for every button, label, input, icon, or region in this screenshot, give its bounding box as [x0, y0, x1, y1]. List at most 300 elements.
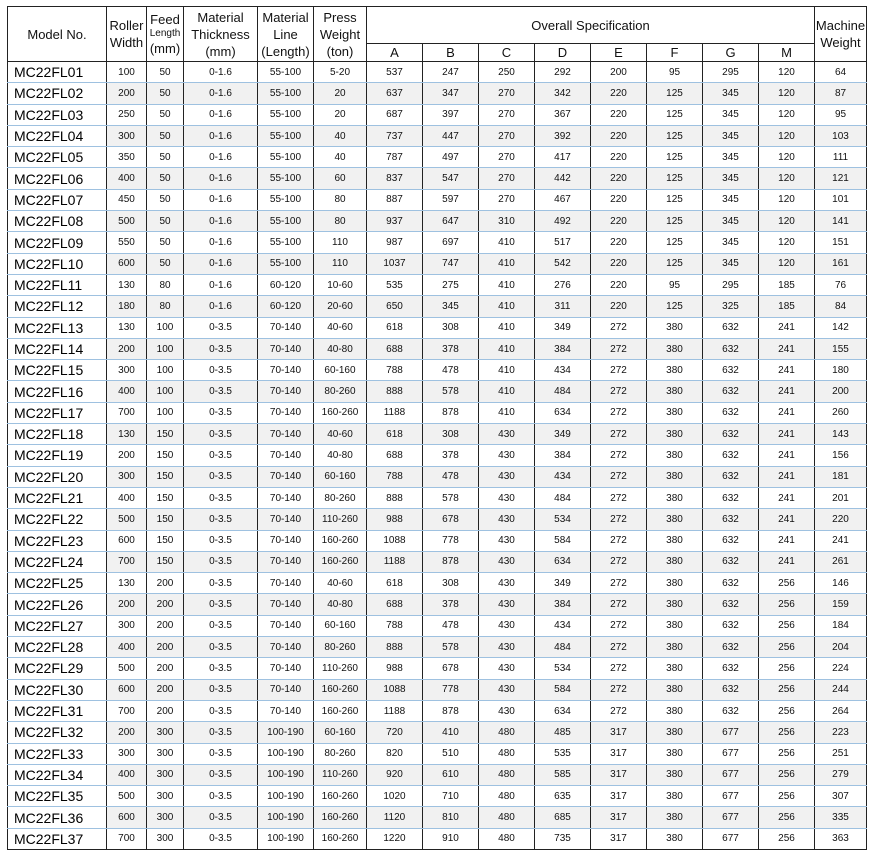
cell-spec-c: 480	[479, 743, 535, 764]
cell-spec-f: 380	[647, 615, 703, 636]
cell-spec-f: 380	[647, 807, 703, 828]
cell-spec-a: 687	[367, 104, 423, 125]
cell-roller-width: 200	[107, 722, 147, 743]
cell-machine-weight: 161	[815, 253, 867, 274]
cell-spec-d: 634	[535, 402, 591, 423]
cell-material-line: 70-140	[258, 402, 314, 423]
cell-spec-m: 241	[759, 360, 815, 381]
header-machine-weight: Machine Weight	[815, 7, 867, 62]
cell-feed: 200	[147, 573, 184, 594]
cell-material-thickness: 0-3.5	[184, 658, 258, 679]
cell-material-line: 100-190	[258, 786, 314, 807]
cell-material-line: 100-190	[258, 828, 314, 849]
table-row	[8, 573, 867, 594]
cell-material-thickness: 0-3.5	[184, 764, 258, 785]
cell-machine-weight: 155	[815, 338, 867, 359]
table-row	[8, 679, 867, 700]
cell-spec-f: 380	[647, 828, 703, 849]
cell-spec-g: 632	[703, 424, 759, 445]
cell-material-line: 70-140	[258, 424, 314, 445]
cell-spec-e: 272	[591, 381, 647, 402]
header-feed-length: Length	[149, 28, 181, 39]
cell-model: MC22FL05	[8, 147, 107, 168]
cell-spec-e: 220	[591, 147, 647, 168]
cell-press-weight: 20	[314, 83, 367, 104]
cell-spec-e: 220	[591, 253, 647, 274]
table-row	[8, 360, 867, 381]
cell-model: MC22FL36	[8, 807, 107, 828]
cell-spec-a: 1020	[367, 786, 423, 807]
cell-spec-e: 272	[591, 445, 647, 466]
cell-press-weight: 40-80	[314, 338, 367, 359]
cell-spec-f: 380	[647, 445, 703, 466]
cell-spec-f: 125	[647, 189, 703, 210]
cell-spec-e: 272	[591, 487, 647, 508]
cell-roller-width: 180	[107, 296, 147, 317]
cell-spec-b: 510	[423, 743, 479, 764]
cell-spec-e: 272	[591, 466, 647, 487]
cell-spec-f: 380	[647, 679, 703, 700]
cell-spec-f: 380	[647, 594, 703, 615]
cell-spec-d: 634	[535, 551, 591, 572]
cell-spec-b: 478	[423, 360, 479, 381]
cell-spec-f: 380	[647, 466, 703, 487]
cell-spec-a: 920	[367, 764, 423, 785]
cell-spec-b: 397	[423, 104, 479, 125]
cell-spec-d: 349	[535, 317, 591, 338]
cell-spec-c: 480	[479, 722, 535, 743]
cell-model: MC22FL25	[8, 573, 107, 594]
cell-spec-g: 345	[703, 232, 759, 253]
cell-material-line: 70-140	[258, 360, 314, 381]
cell-press-weight: 40-60	[314, 424, 367, 445]
cell-material-line: 100-190	[258, 764, 314, 785]
cell-spec-e: 317	[591, 764, 647, 785]
cell-feed: 200	[147, 615, 184, 636]
cell-material-line: 70-140	[258, 530, 314, 551]
table-row	[8, 828, 867, 849]
cell-roller-width: 300	[107, 125, 147, 146]
cell-feed: 50	[147, 211, 184, 232]
cell-material-thickness: 0-1.6	[184, 274, 258, 295]
cell-press-weight: 40	[314, 125, 367, 146]
cell-feed: 300	[147, 743, 184, 764]
cell-press-weight: 110-260	[314, 509, 367, 530]
cell-model: MC22FL26	[8, 594, 107, 615]
cell-model: MC22FL23	[8, 530, 107, 551]
table-row	[8, 402, 867, 423]
cell-feed: 300	[147, 722, 184, 743]
cell-press-weight: 40-80	[314, 594, 367, 615]
table-row	[8, 700, 867, 721]
cell-model: MC22FL37	[8, 828, 107, 849]
cell-feed: 300	[147, 828, 184, 849]
cell-spec-d: 484	[535, 487, 591, 508]
cell-material-line: 70-140	[258, 615, 314, 636]
header-feed-label: Feed	[150, 12, 180, 27]
cell-spec-m: 256	[759, 786, 815, 807]
table-row	[8, 125, 867, 146]
cell-spec-g: 632	[703, 445, 759, 466]
cell-roller-width: 300	[107, 743, 147, 764]
cell-spec-c: 410	[479, 274, 535, 295]
cell-material-line: 55-100	[258, 62, 314, 83]
cell-material-thickness: 0-3.5	[184, 487, 258, 508]
cell-spec-b: 578	[423, 637, 479, 658]
cell-roller-width: 200	[107, 445, 147, 466]
cell-material-line: 70-140	[258, 466, 314, 487]
cell-roller-width: 130	[107, 317, 147, 338]
cell-spec-d: 584	[535, 530, 591, 551]
cell-machine-weight: 260	[815, 402, 867, 423]
cell-machine-weight: 223	[815, 722, 867, 743]
cell-spec-f: 380	[647, 722, 703, 743]
cell-spec-g: 632	[703, 573, 759, 594]
cell-model: MC22FL21	[8, 487, 107, 508]
cell-model: MC22FL20	[8, 466, 107, 487]
cell-feed: 100	[147, 338, 184, 359]
cell-spec-e: 220	[591, 189, 647, 210]
cell-spec-e: 220	[591, 125, 647, 146]
cell-spec-m: 256	[759, 679, 815, 700]
cell-spec-d: 492	[535, 211, 591, 232]
cell-material-line: 55-100	[258, 189, 314, 210]
cell-feed: 200	[147, 658, 184, 679]
cell-spec-c: 430	[479, 551, 535, 572]
table-row	[8, 551, 867, 572]
cell-spec-e: 272	[591, 424, 647, 445]
cell-spec-e: 272	[591, 700, 647, 721]
cell-model: MC22FL29	[8, 658, 107, 679]
cell-roller-width: 300	[107, 466, 147, 487]
cell-press-weight: 20	[314, 104, 367, 125]
cell-spec-a: 888	[367, 637, 423, 658]
cell-spec-d: 434	[535, 466, 591, 487]
cell-feed: 100	[147, 381, 184, 402]
cell-spec-m: 241	[759, 317, 815, 338]
cell-spec-m: 241	[759, 381, 815, 402]
cell-material-thickness: 0-3.5	[184, 786, 258, 807]
cell-spec-a: 1120	[367, 807, 423, 828]
cell-spec-a: 787	[367, 147, 423, 168]
cell-roller-width: 400	[107, 637, 147, 658]
cell-machine-weight: 251	[815, 743, 867, 764]
cell-material-line: 60-120	[258, 296, 314, 317]
header-spec-d: D	[535, 44, 591, 62]
cell-spec-c: 410	[479, 317, 535, 338]
table-row	[8, 722, 867, 743]
cell-spec-b: 778	[423, 679, 479, 700]
cell-model: MC22FL11	[8, 274, 107, 295]
cell-spec-d: 434	[535, 615, 591, 636]
cell-model: MC22FL28	[8, 637, 107, 658]
cell-spec-m: 241	[759, 445, 815, 466]
cell-spec-g: 345	[703, 83, 759, 104]
cell-spec-d: 384	[535, 594, 591, 615]
cell-roller-width: 600	[107, 530, 147, 551]
cell-machine-weight: 143	[815, 424, 867, 445]
cell-spec-m: 120	[759, 232, 815, 253]
cell-spec-e: 220	[591, 211, 647, 232]
cell-roller-width: 700	[107, 828, 147, 849]
cell-spec-a: 688	[367, 594, 423, 615]
cell-roller-width: 700	[107, 551, 147, 572]
cell-material-line: 55-100	[258, 232, 314, 253]
cell-press-weight: 160-260	[314, 530, 367, 551]
cell-spec-g: 632	[703, 487, 759, 508]
cell-model: MC22FL31	[8, 700, 107, 721]
table-row	[8, 615, 867, 636]
cell-spec-d: 342	[535, 83, 591, 104]
cell-material-thickness: 0-1.6	[184, 125, 258, 146]
cell-feed: 300	[147, 764, 184, 785]
cell-spec-d: 634	[535, 700, 591, 721]
cell-model: MC22FL10	[8, 253, 107, 274]
cell-spec-g: 677	[703, 828, 759, 849]
cell-material-line: 100-190	[258, 743, 314, 764]
cell-machine-weight: 87	[815, 83, 867, 104]
cell-material-thickness: 0-3.5	[184, 445, 258, 466]
cell-spec-b: 610	[423, 764, 479, 785]
cell-material-line: 70-140	[258, 338, 314, 359]
cell-press-weight: 80-260	[314, 381, 367, 402]
cell-feed: 150	[147, 530, 184, 551]
cell-press-weight: 60-160	[314, 466, 367, 487]
cell-spec-d: 635	[535, 786, 591, 807]
cell-spec-g: 345	[703, 253, 759, 274]
cell-press-weight: 60	[314, 168, 367, 189]
cell-press-weight: 60-160	[314, 722, 367, 743]
cell-machine-weight: 200	[815, 381, 867, 402]
cell-feed: 50	[147, 104, 184, 125]
cell-machine-weight: 101	[815, 189, 867, 210]
cell-machine-weight: 156	[815, 445, 867, 466]
cell-press-weight: 160-260	[314, 786, 367, 807]
cell-material-line: 70-140	[258, 509, 314, 530]
cell-material-thickness: 0-1.6	[184, 104, 258, 125]
table-row	[8, 168, 867, 189]
cell-spec-b: 378	[423, 594, 479, 615]
cell-spec-e: 317	[591, 807, 647, 828]
cell-spec-d: 384	[535, 338, 591, 359]
cell-material-line: 55-100	[258, 125, 314, 146]
cell-spec-b: 308	[423, 424, 479, 445]
cell-spec-f: 380	[647, 424, 703, 445]
cell-spec-c: 430	[479, 487, 535, 508]
table-row	[8, 147, 867, 168]
cell-machine-weight: 220	[815, 509, 867, 530]
cell-press-weight: 160-260	[314, 551, 367, 572]
cell-spec-b: 478	[423, 615, 479, 636]
cell-spec-a: 535	[367, 274, 423, 295]
cell-feed: 150	[147, 424, 184, 445]
cell-spec-c: 430	[479, 700, 535, 721]
cell-feed: 100	[147, 317, 184, 338]
cell-material-thickness: 0-3.5	[184, 828, 258, 849]
cell-spec-d: 585	[535, 764, 591, 785]
cell-spec-m: 256	[759, 764, 815, 785]
cell-spec-e: 220	[591, 104, 647, 125]
cell-material-line: 55-100	[258, 83, 314, 104]
table-row	[8, 445, 867, 466]
cell-machine-weight: 279	[815, 764, 867, 785]
cell-machine-weight: 201	[815, 487, 867, 508]
cell-spec-e: 272	[591, 509, 647, 530]
cell-spec-a: 1188	[367, 402, 423, 423]
cell-material-thickness: 0-3.5	[184, 338, 258, 359]
cell-feed: 150	[147, 487, 184, 508]
cell-spec-d: 535	[535, 743, 591, 764]
cell-spec-c: 410	[479, 360, 535, 381]
cell-spec-d: 735	[535, 828, 591, 849]
cell-spec-a: 788	[367, 360, 423, 381]
cell-spec-c: 410	[479, 296, 535, 317]
cell-spec-a: 1088	[367, 530, 423, 551]
cell-spec-a: 887	[367, 189, 423, 210]
cell-press-weight: 80	[314, 189, 367, 210]
cell-model: MC22FL06	[8, 168, 107, 189]
cell-roller-width: 200	[107, 83, 147, 104]
cell-spec-g: 677	[703, 722, 759, 743]
cell-spec-a: 688	[367, 445, 423, 466]
cell-roller-width: 550	[107, 232, 147, 253]
header-press-weight: Press Weight (ton)	[314, 7, 367, 62]
cell-press-weight: 160-260	[314, 807, 367, 828]
cell-spec-f: 125	[647, 168, 703, 189]
cell-spec-d: 584	[535, 679, 591, 700]
cell-roller-width: 500	[107, 509, 147, 530]
cell-spec-m: 185	[759, 274, 815, 295]
cell-spec-g: 345	[703, 147, 759, 168]
cell-spec-b: 697	[423, 232, 479, 253]
cell-press-weight: 40-60	[314, 573, 367, 594]
cell-spec-f: 125	[647, 83, 703, 104]
cell-machine-weight: 204	[815, 637, 867, 658]
header-spec-f: F	[647, 44, 703, 62]
cell-spec-c: 480	[479, 807, 535, 828]
cell-material-thickness: 0-3.5	[184, 551, 258, 572]
header-spec-c: C	[479, 44, 535, 62]
cell-feed: 300	[147, 807, 184, 828]
cell-feed: 150	[147, 551, 184, 572]
cell-feed: 50	[147, 168, 184, 189]
cell-spec-g: 632	[703, 466, 759, 487]
cell-spec-f: 380	[647, 530, 703, 551]
cell-roller-width: 400	[107, 168, 147, 189]
cell-machine-weight: 142	[815, 317, 867, 338]
cell-spec-c: 270	[479, 168, 535, 189]
cell-spec-e: 220	[591, 168, 647, 189]
cell-feed: 200	[147, 700, 184, 721]
cell-material-thickness: 0-3.5	[184, 743, 258, 764]
cell-material-line: 100-190	[258, 722, 314, 743]
cell-spec-a: 820	[367, 743, 423, 764]
cell-spec-a: 637	[367, 83, 423, 104]
cell-material-thickness: 0-1.6	[184, 62, 258, 83]
cell-material-line: 60-120	[258, 274, 314, 295]
cell-machine-weight: 84	[815, 296, 867, 317]
cell-spec-b: 878	[423, 551, 479, 572]
table-row	[8, 487, 867, 508]
cell-material-thickness: 0-3.5	[184, 637, 258, 658]
cell-material-thickness: 0-3.5	[184, 360, 258, 381]
cell-spec-a: 618	[367, 573, 423, 594]
cell-spec-c: 270	[479, 83, 535, 104]
cell-spec-b: 547	[423, 168, 479, 189]
cell-material-thickness: 0-1.6	[184, 168, 258, 189]
cell-material-line: 100-190	[258, 807, 314, 828]
cell-spec-e: 272	[591, 615, 647, 636]
cell-press-weight: 80-260	[314, 487, 367, 508]
header-overall-specification: Overall Specification	[367, 7, 815, 44]
cell-spec-g: 632	[703, 381, 759, 402]
cell-spec-b: 910	[423, 828, 479, 849]
cell-spec-e: 220	[591, 83, 647, 104]
cell-press-weight: 110-260	[314, 658, 367, 679]
cell-spec-a: 737	[367, 125, 423, 146]
cell-spec-b: 247	[423, 62, 479, 83]
cell-spec-a: 650	[367, 296, 423, 317]
cell-feed: 200	[147, 594, 184, 615]
cell-spec-b: 778	[423, 530, 479, 551]
header-spec-m: M	[759, 44, 815, 62]
cell-model: MC22FL04	[8, 125, 107, 146]
table-row	[8, 62, 867, 83]
cell-press-weight: 60-160	[314, 360, 367, 381]
cell-feed: 300	[147, 786, 184, 807]
cell-spec-a: 988	[367, 509, 423, 530]
cell-model: MC22FL33	[8, 743, 107, 764]
cell-model: MC22FL19	[8, 445, 107, 466]
cell-spec-b: 410	[423, 722, 479, 743]
cell-material-thickness: 0-3.5	[184, 573, 258, 594]
cell-machine-weight: 64	[815, 62, 867, 83]
cell-material-thickness: 0-3.5	[184, 722, 258, 743]
cell-spec-e: 317	[591, 786, 647, 807]
cell-press-weight: 160-260	[314, 679, 367, 700]
cell-spec-c: 270	[479, 125, 535, 146]
cell-material-line: 70-140	[258, 679, 314, 700]
cell-model: MC22FL22	[8, 509, 107, 530]
cell-spec-c: 410	[479, 338, 535, 359]
cell-spec-e: 272	[591, 573, 647, 594]
table-row	[8, 466, 867, 487]
cell-spec-f: 380	[647, 338, 703, 359]
cell-spec-e: 272	[591, 551, 647, 572]
cell-spec-e: 272	[591, 360, 647, 381]
cell-material-line: 70-140	[258, 700, 314, 721]
cell-spec-a: 987	[367, 232, 423, 253]
cell-spec-m: 241	[759, 530, 815, 551]
table-body	[8, 62, 867, 850]
cell-spec-f: 380	[647, 700, 703, 721]
table-row	[8, 764, 867, 785]
cell-spec-f: 95	[647, 62, 703, 83]
cell-spec-b: 378	[423, 445, 479, 466]
cell-spec-d: 517	[535, 232, 591, 253]
cell-spec-b: 678	[423, 658, 479, 679]
header-spec-e: E	[591, 44, 647, 62]
cell-machine-weight: 261	[815, 551, 867, 572]
cell-feed: 100	[147, 402, 184, 423]
table-row	[8, 637, 867, 658]
cell-model: MC22FL32	[8, 722, 107, 743]
cell-press-weight: 110-260	[314, 764, 367, 785]
cell-spec-m: 256	[759, 594, 815, 615]
cell-material-line: 70-140	[258, 658, 314, 679]
cell-material-thickness: 0-3.5	[184, 679, 258, 700]
cell-roller-width: 450	[107, 189, 147, 210]
